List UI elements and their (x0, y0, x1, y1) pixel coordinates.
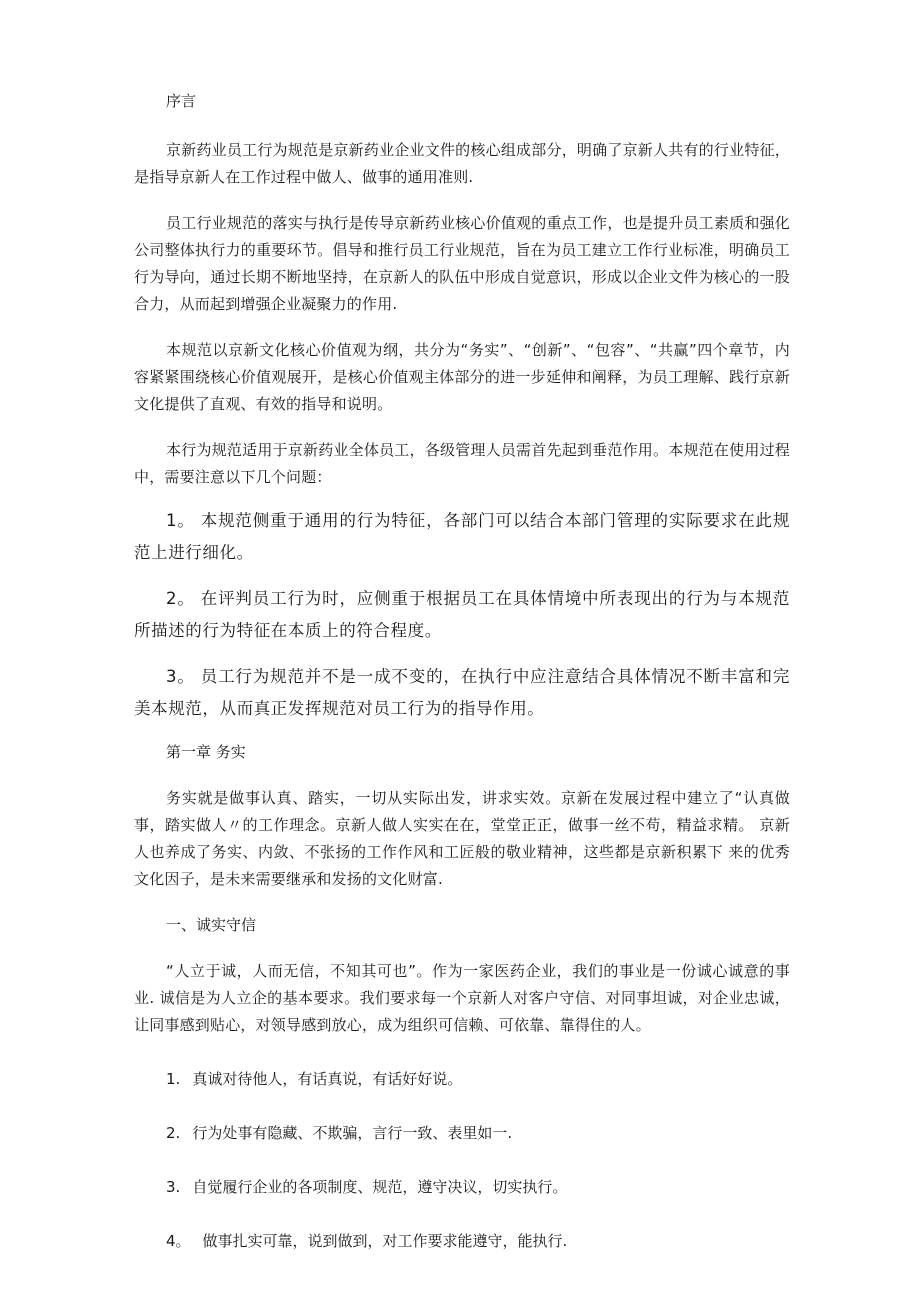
list-item-text: 自觉履行企业的各项制度、规范，遵守决议，切实执行。 (192, 1178, 568, 1196)
list-item (134, 1120, 790, 1147)
list-item-text: 做事扎实可靠，说到做到，对工作要求能遵守，能执行. (202, 1232, 568, 1250)
list-item-number: 2. (166, 1124, 181, 1142)
list-item-number: 1. (166, 1070, 181, 1088)
document-page (134, 88, 790, 1255)
intro-paragraph-1: 京新药业员工行为规范是京新药业企业文件的核心组成部分，明确了京新人共有的行业特征，是指导京新人在工作过程中做人、做事的通用准则. (134, 141, 790, 186)
list-item-text: 行为处事有隐藏、不欺骗，言行一致、表里如一. (192, 1124, 513, 1142)
list-item-number: 4。 (166, 1232, 191, 1250)
list-item (134, 1174, 790, 1201)
intro-paragraph-2: 员工行业规范的落实与执行是传导京新药业核心价值观的重点工作，也是提升员工素质和强化公司整体执行力的重要环节。倡导和推行员工行业规范，旨在为员工建立工作行业标准，明确员工行为导向，通过长期不断地坚持，在京新人的队伍中形成自觉意识，形成以企业文件为核心的一股合力，从而起到增强企业凝聚力的作用. (134, 214, 790, 313)
note-1: 1。 本规范侧重于通用的行为特征，各部门可以结合本部门管理的实际要求在此规范上进行细化。 (134, 511, 790, 562)
list-item (134, 1228, 790, 1255)
chapter-1-intro: 务实就是做事认真、踏实，一切从实际出发，讲求实效。京新在发展过程中建立了“认真做事，踏实做人〃的工作理念。京新人做人实实在在，堂堂正正，做事一丝不苟，精益求精。 京新人也养成了务实、内敛、不张扬的工作作风和工匠般的敬业精神，这些都是京新积累下 来的优秀文化因子，是未来需要继承和发扬的文化财富. (134, 789, 790, 888)
chapter-1-title: 第一章 务实 (166, 743, 246, 761)
note-3: 3。 员工行为规范并不是一成不变的，在执行中应注意结合具体情况不断丰富和完美本规范，从而真正发挥规范对员工行为的指导作用。 (134, 667, 790, 718)
section-1-title: 一、诚实守信 (166, 916, 257, 934)
note-2: 2。 在评判员工行为时，应侧重于根据员工在具体情境中所表现出的行为与本规范所描述的行为特征在本质上的符合程度。 (134, 589, 790, 640)
intro-paragraph-4: 本行为规范适用于京新药业全体员工，各级管理人员需首先起到垂范作用。本规范在使用过程中，需要注意以下几个问题： (134, 441, 790, 486)
list-item-number: 3. (166, 1178, 181, 1196)
list-item-text: 真诚对待他人，有话真说，有话好好说。 (192, 1070, 463, 1088)
intro-paragraph-3: 本规范以京新文化核心价值观为纲，共分为“务实”、“创新”、“包容”、“共赢”四个章节，内容紧紧围绕核心价值观展开，是核心价值观主体部分的进一步延伸和阐释，为员工理解、践行京新文化提供了直观、有效的指导和说明。 (134, 341, 790, 413)
preface-title: 序言 (166, 92, 197, 110)
list-item (134, 1066, 790, 1093)
section-1-quote: “人立于诚，人而无信，不知其可也”。作为一家医药企业，我们的事业是一份诚心诚意的事业. 诚信是为人立企的基本要求。我们要求每一个京新人对客户守信、对同事坦诚，对企业忠诚，让同事感到贴心，对领导感到放心，成为组织可信赖、可依靠、靠得住的人。 (134, 962, 790, 1034)
